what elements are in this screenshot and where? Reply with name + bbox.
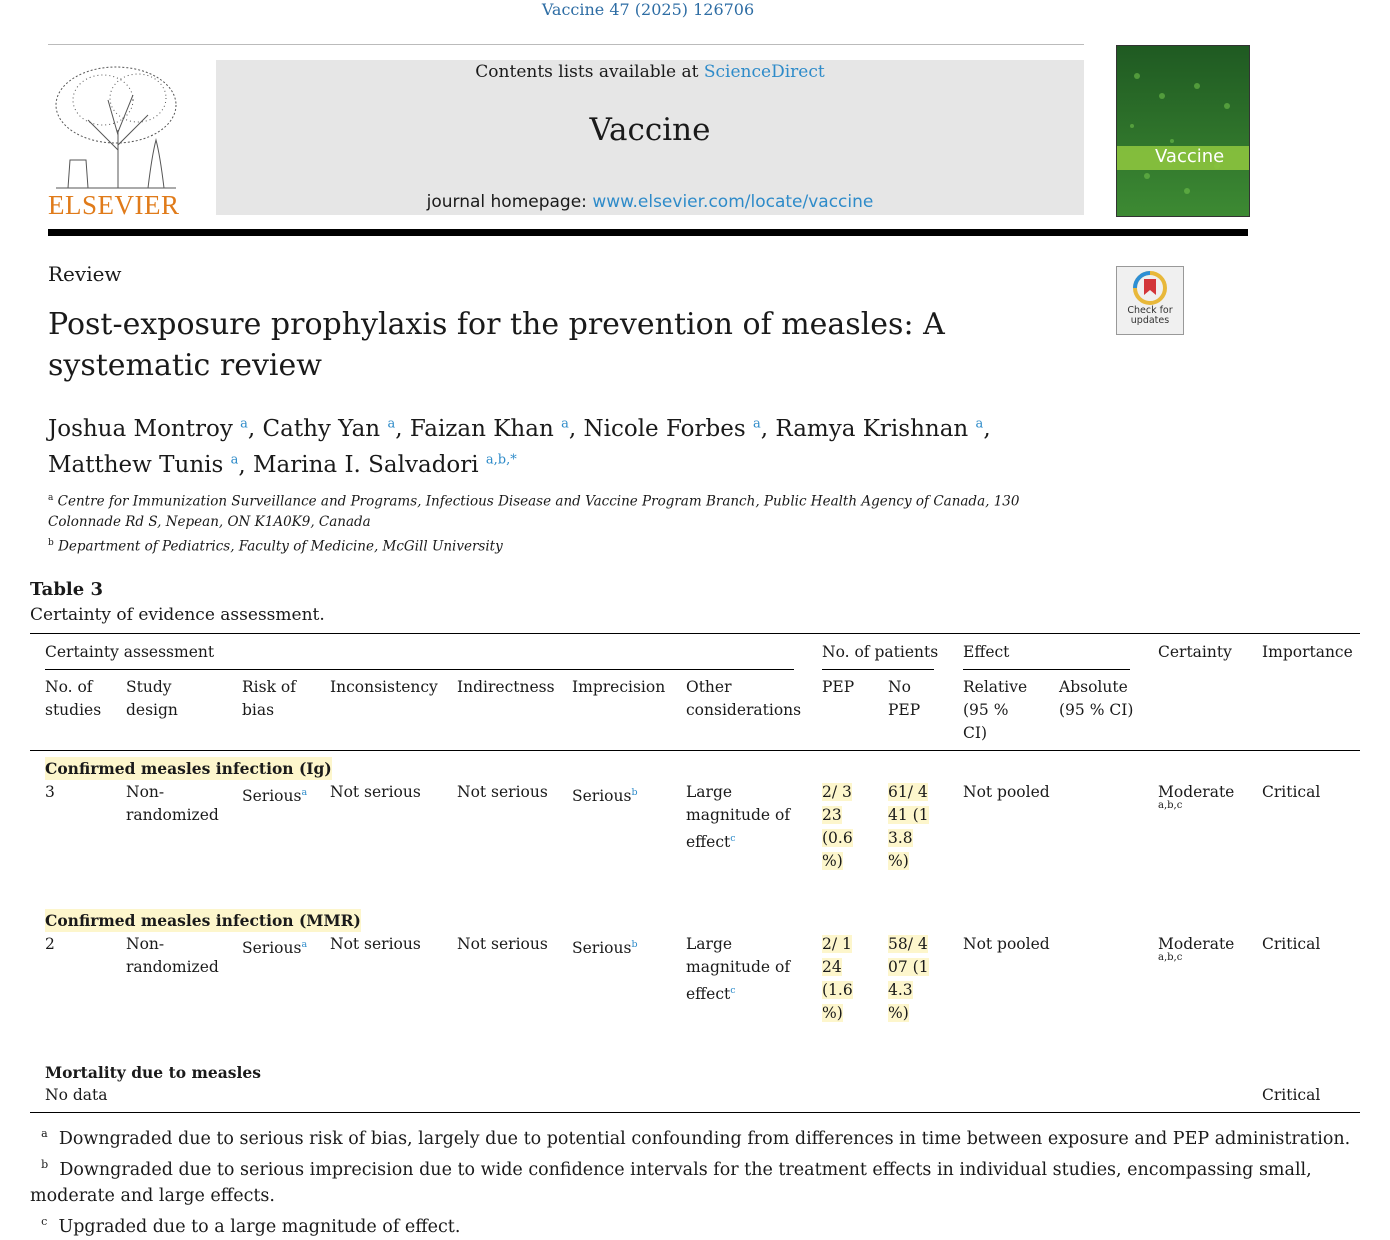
group-header-certainty: Certainty [1158, 643, 1232, 661]
group-rule-certainty [45, 669, 794, 670]
cell-design: Non-randomized [126, 783, 219, 824]
crossmark-icon [1131, 271, 1169, 305]
cell-imprecision: Serious$^b$ [572, 787, 638, 806]
cell-no-studies: 3 [45, 783, 55, 801]
author[interactable]: Marina I. Salvadori $^{a,b,*}$ [253, 452, 517, 479]
cell-inconsistency: Not serious [330, 935, 421, 953]
cell-importance: Critical [1262, 1086, 1321, 1104]
group-header-no-of-patients: No. of patients [822, 643, 939, 661]
cell-indirectness: Not serious [457, 935, 548, 953]
col-header-pep: PEP [822, 678, 855, 696]
footnote-b: $^b$ Downgraded due to serious imprecision due to wide confidence intervals for the treatment effects in individual studies, encompassing small, moderate and large effects. [30, 1157, 1312, 1206]
cover-title: Vaccine [1155, 146, 1225, 167]
table-top-rule [30, 633, 1360, 634]
homepage-line [216, 192, 1084, 212]
cell-certainty-footnotes: a,b,c [1158, 952, 1183, 963]
group-header-importance: Importance [1262, 643, 1353, 661]
col-header-risk: Risk of bias [242, 678, 296, 719]
author[interactable]: Matthew Tunis $^a$ [48, 452, 239, 479]
cell-indirectness: Not serious [457, 783, 548, 801]
section-heading-ig: Confirmed measles infection (Ig) [45, 759, 332, 778]
footnote-a: $^a$ Downgraded due to serious risk of bias, largely due to potential confounding from differences in time between exposure and PEP administration. [41, 1127, 1351, 1149]
table-caption: Certainty of evidence assessment. [30, 605, 325, 625]
group-rule-patients [822, 669, 934, 670]
group-rule-effect [963, 669, 1130, 670]
journal-masthead [216, 60, 1084, 215]
col-header-imprecision: Imprecision [572, 678, 666, 696]
article-type: Review [48, 262, 122, 286]
affiliation-b: $^b$ Department of Pediatrics, Faculty of Medicine, McGill University [48, 537, 503, 554]
section-heading-mortality: Mortality due to measles [45, 1063, 261, 1082]
cell-other: Large magnitude of effect$^c$ [686, 935, 791, 1004]
cell-importance: Critical [1262, 783, 1321, 801]
author[interactable]: Ramya Krishnan $^a$ [775, 415, 984, 442]
col-header-no-studies: No. of studies [45, 678, 102, 719]
author[interactable]: Cathy Yan $^a$ [262, 415, 396, 442]
cell-no-pep: 61/ 441 (13.8 %) [888, 783, 929, 870]
author[interactable]: Nicole Forbes $^a$ [583, 415, 761, 442]
table-bottom-rule [30, 1112, 1360, 1113]
table-label: Table 3 [30, 579, 104, 600]
cell-certainty: Moderate [1158, 935, 1235, 953]
group-header-certainty-assessment: Certainty assessment [45, 643, 215, 661]
author[interactable]: Faizan Khan $^a$ [409, 415, 569, 442]
col-header-design: Study design [126, 678, 178, 719]
cell-inconsistency: Not serious [330, 783, 421, 801]
cell-risk: Serious$^a$ [242, 939, 308, 958]
homepage-link[interactable]: www.elsevier.com/locate/vaccine [592, 192, 874, 212]
elsevier-wordmark: ELSEVIER [48, 190, 180, 220]
journal-cover-image[interactable] [1116, 45, 1250, 217]
table-header-rule [30, 750, 1360, 751]
col-header-absolute: Absolute (95 % CI) [1059, 678, 1134, 719]
journal-reference[interactable]: Vaccine 47 (2025) 126706 [541, 0, 755, 19]
col-header-other: Other considerations [686, 678, 802, 719]
footnote-c: $^c$ Upgraded due to a large magnitude of effect. [41, 1214, 461, 1237]
cell-certainty-footnotes: a,b,c [1158, 800, 1183, 811]
author[interactable]: Joshua Montroy $^a$ [48, 415, 248, 442]
header-rule [48, 44, 1084, 45]
cell-no-studies: 2 [45, 935, 55, 953]
author-list: Joshua Montroy $^a$, Cathy Yan $^a$, Faizan Khan $^a$, Nicole Forbes $^a$, Ramya Krishnan $^a$, Matthew Tunis $^a$, Marina I. Salvadori $^{a,b,*}$ [48, 415, 991, 479]
cell-relative: Not pooled [963, 935, 1050, 953]
cell-certainty: Moderate [1158, 783, 1235, 801]
sciencedirect-link[interactable]: ScienceDirect [703, 62, 825, 82]
cell-pep: 2/ 323 (0.6 %) [822, 783, 853, 870]
cell-risk: Serious$^a$ [242, 787, 308, 806]
cell-other: Large magnitude of effect$^c$ [686, 783, 791, 852]
section-heading-mmr: Confirmed measles infection (MMR) [45, 911, 361, 930]
homepage-prefix: journal homepage: [426, 192, 593, 212]
header-thick-rule [48, 229, 1248, 236]
cell-relative: Not pooled [963, 783, 1050, 801]
group-header-effect: Effect [963, 643, 1010, 661]
cell-imprecision: Serious$^b$ [572, 939, 638, 958]
col-header-inconsistency: Inconsistency [330, 678, 438, 696]
col-header-relative: Relative (95 % CI) [963, 678, 1028, 742]
check-for-updates-badge[interactable] [1116, 266, 1184, 335]
cell-design: Non-randomized [126, 935, 219, 976]
cell-no-data: No data [45, 1086, 108, 1104]
contents-line [216, 62, 1084, 82]
journal-name: Vaccine [589, 112, 711, 148]
col-header-indirectness: Indirectness [457, 678, 555, 696]
cell-no-pep: 58/ 407 (14.3 %) [888, 935, 929, 1022]
cell-importance: Critical [1262, 935, 1321, 953]
article-title: Post-exposure prophylaxis for the prevention of measles: A systematic review [48, 307, 945, 383]
affiliation-a: $^a$ Centre for Immunization Surveillance and Programs, Infectious Disease and Vaccine Program Branch, Public Health Agency of Canada, 130 Colonnade Rd S, Nepean, ON K1A0K9, Canada [48, 493, 1020, 530]
table-footnotes [30, 1121, 1370, 1239]
col-header-no-pep: No PEP [888, 678, 921, 719]
crossmark-line1: Check for [1127, 305, 1173, 316]
crossmark-line2: updates [1130, 315, 1170, 326]
cell-pep: 2/ 124 (1.6 %) [822, 935, 853, 1022]
affiliations [48, 488, 1088, 557]
contents-prefix: Contents lists available at [475, 62, 704, 82]
